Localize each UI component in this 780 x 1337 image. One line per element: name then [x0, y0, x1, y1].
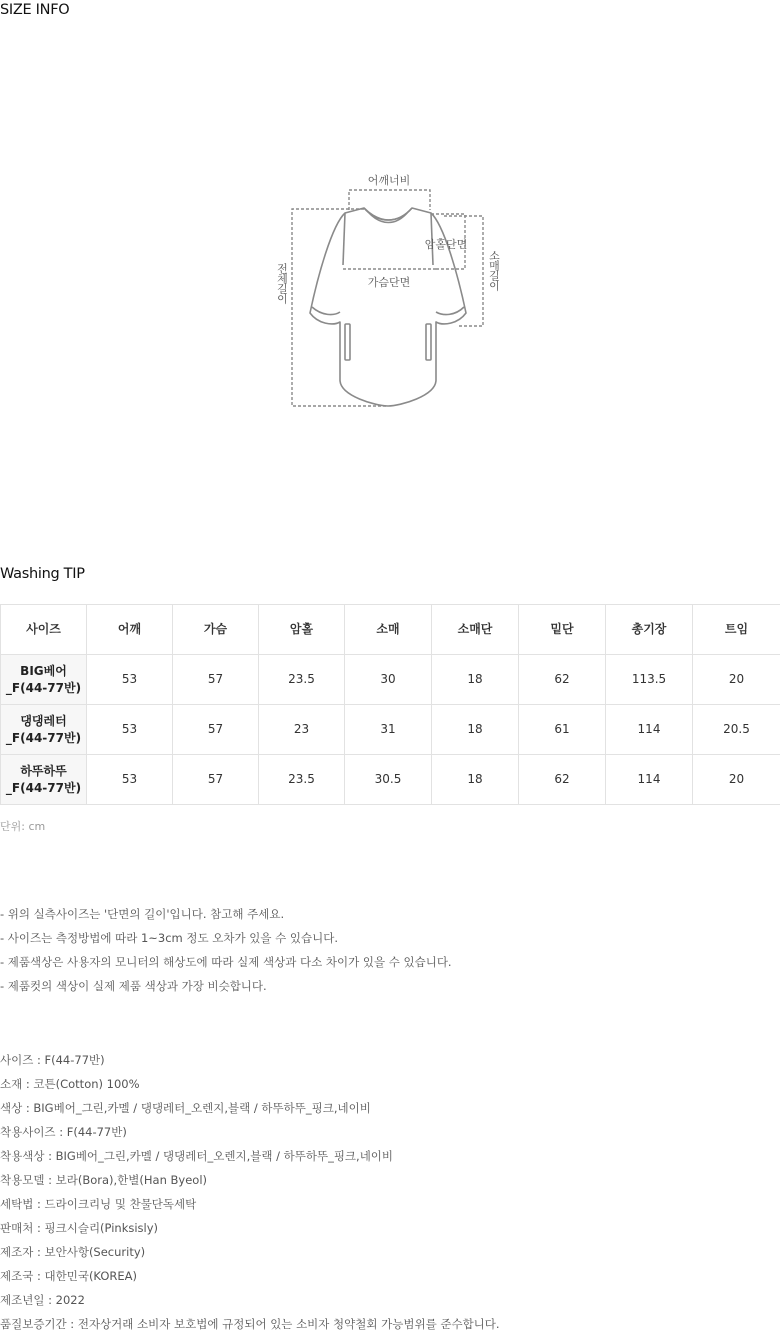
header-sleeve: 소매 [345, 605, 432, 655]
product-info-item: 색상 : BIG베어_그린,카멜 / 댕댕레터_오렌지,블랙 / 하뚜하뚜_핑크,네이비 [0, 1101, 371, 1115]
sleeve-measure-line [444, 216, 483, 326]
product-info-list [0, 1048, 500, 1336]
cell-slit: 20 [693, 655, 780, 705]
label-total-length: 전체길이 [275, 263, 289, 303]
cell-chest: 57 [173, 655, 259, 705]
size-table [0, 604, 780, 805]
cell-bottom-hem: 61 [519, 705, 606, 755]
cell-sleeve-hem: 18 [432, 755, 519, 805]
row-size-name: 댕댕레터_F(44-77반) [1, 705, 87, 755]
cell-chest: 57 [173, 705, 259, 755]
label-chest: 가슴단면 [367, 276, 411, 289]
pocket-right [426, 324, 431, 360]
table-header-row [1, 605, 780, 655]
size-info-title: SIZE INFO [0, 2, 70, 18]
table-row [1, 755, 780, 805]
note-item: - 위의 실측사이즈는 '단면의 길이'입니다. 참고해 주세요. [0, 907, 285, 921]
product-info-item: 판매처 : 핑크시슬리(Pinksisly) [0, 1221, 159, 1235]
washing-tip-title: Washing TIP [0, 566, 85, 582]
pocket-left [345, 324, 350, 360]
header-sleeve-hem: 소매단 [432, 605, 519, 655]
cell-sleeve: 30 [345, 655, 432, 705]
header-bottom-hem: 밑단 [519, 605, 606, 655]
product-info-item: 착용색상 : BIG베어_그린,카멜 / 댕댕레터_오렌지,블랙 / 하뚜하뚜_핑크,네이비 [0, 1149, 394, 1163]
product-info-item: 소재 : 코튼(Cotton) 100% [0, 1077, 140, 1091]
cell-chest: 57 [173, 755, 259, 805]
cell-sleeve-hem: 18 [432, 705, 519, 755]
table-row [1, 655, 780, 705]
row-size-name: BIG베어_F(44-77반) [1, 655, 87, 705]
cell-armhole: 23.5 [259, 655, 345, 705]
unit-note: 단위: cm [0, 820, 46, 833]
product-info-item: 세탁법 : 드라이크리닝 및 찬물단독세탁 [0, 1197, 197, 1211]
cell-bottom-hem: 62 [519, 655, 606, 705]
cell-bottom-hem: 62 [519, 755, 606, 805]
header-chest: 가슴 [173, 605, 259, 655]
table-row [1, 705, 780, 755]
cell-armhole: 23 [259, 705, 345, 755]
sleeve-hem-left [312, 307, 340, 315]
header-size: 사이즈 [1, 605, 87, 655]
cell-total-length: 114 [606, 705, 693, 755]
cell-sleeve-hem: 18 [432, 655, 519, 705]
header-shoulder: 어깨 [87, 605, 173, 655]
header-armhole: 암홀 [259, 605, 345, 655]
product-info-item: 제조년일 : 2022 [0, 1293, 85, 1307]
sleeve-hem-right [436, 307, 464, 315]
row-size-name: 하뚜하뚜_F(44-77반) [1, 755, 87, 805]
note-item: - 제품컷의 색상이 실제 제품 색상과 가장 비슷합니다. [0, 979, 267, 993]
measurement-notes [0, 902, 452, 998]
product-info-item: 착용사이즈 : F(44-77반) [0, 1125, 127, 1139]
cell-slit: 20 [693, 755, 780, 805]
label-armhole: 암홀단면 [424, 238, 468, 251]
cell-total-length: 114 [606, 755, 693, 805]
neckline [364, 208, 412, 223]
garment-size-diagram [0, 30, 780, 550]
header-total-length: 총기장 [606, 605, 693, 655]
cell-sleeve: 31 [345, 705, 432, 755]
label-sleeve: 소매길이 [487, 250, 501, 290]
cell-sleeve: 30.5 [345, 755, 432, 805]
cell-shoulder: 53 [87, 755, 173, 805]
cell-slit: 20.5 [693, 705, 780, 755]
cell-armhole: 23.5 [259, 755, 345, 805]
cell-shoulder: 53 [87, 655, 173, 705]
cell-shoulder: 53 [87, 705, 173, 755]
cell-total-length: 113.5 [606, 655, 693, 705]
product-info-item: 품질보증기간 : 전자상거래 소비자 보호법에 규정되어 있는 소비자 청약철회 가능범위를 준수합니다. [0, 1317, 500, 1331]
shoulder-measure-line [349, 190, 430, 210]
product-info-item: 제조자 : 보안사항(Security) [0, 1245, 146, 1259]
product-info-item: 제조국 : 대한민국(KOREA) [0, 1269, 138, 1283]
label-shoulder: 어깨너비 [367, 174, 411, 187]
note-item: - 사이즈는 측정방법에 따라 1~3cm 정도 오차가 있을 수 있습니다. [0, 931, 339, 945]
header-slit: 트임 [693, 605, 780, 655]
note-item: - 제품색상은 사용자의 모니터의 해상도에 따라 실제 색상과 다소 차이가 있을 수 있습니다. [0, 955, 452, 969]
product-info-item: 착용모델 : 보라(Bora),한별(Han Byeol) [0, 1173, 207, 1187]
product-info-item: 사이즈 : F(44-77반) [0, 1053, 105, 1067]
